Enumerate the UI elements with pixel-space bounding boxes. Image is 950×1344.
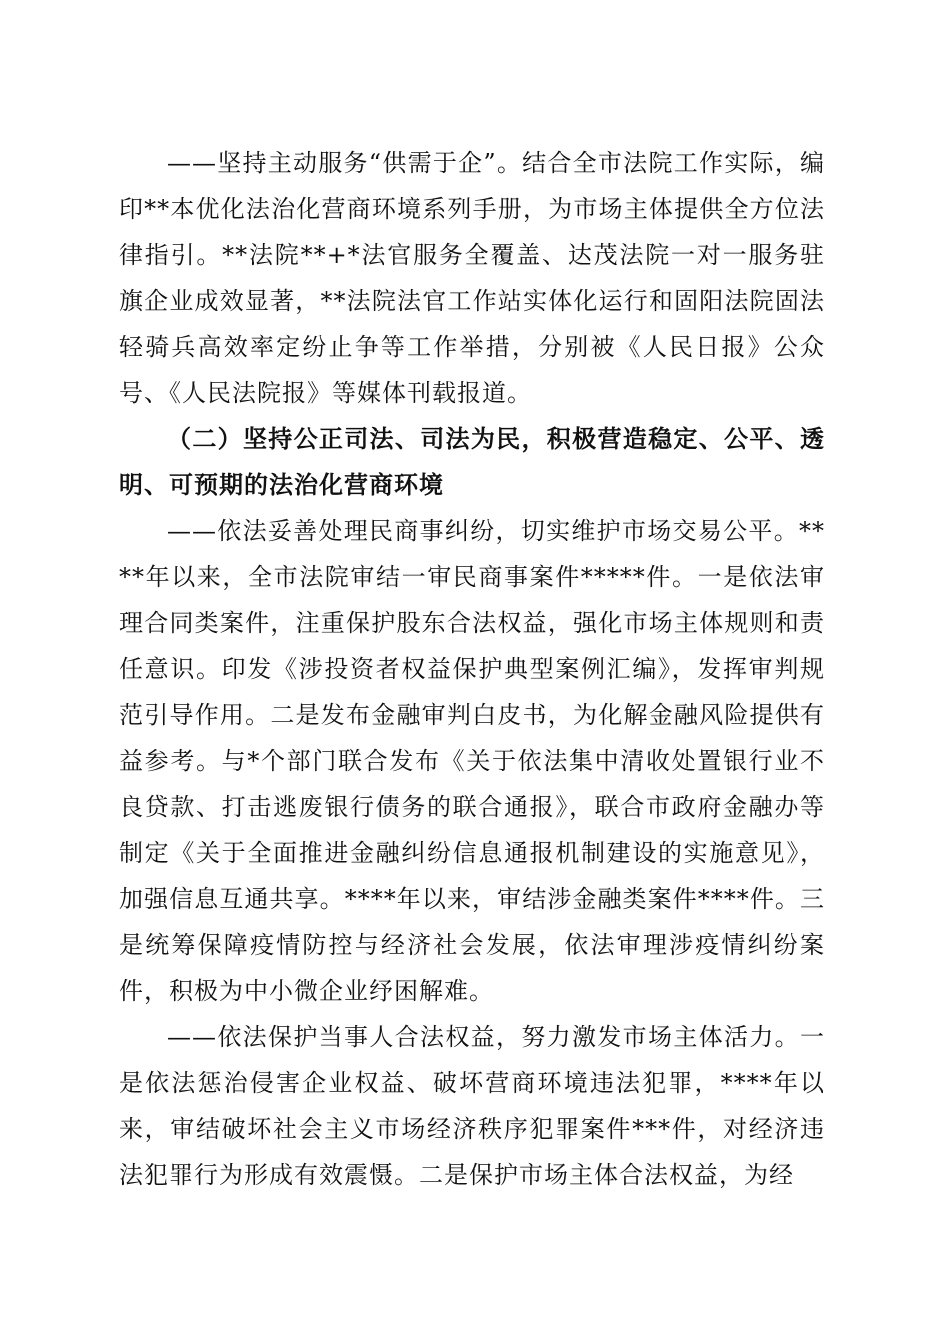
section-heading-2: （二）坚持公正司法、司法为民，积极营造稳定、公平、透明、可预期的法治化营商环境	[119, 424, 825, 499]
paragraph-active-service: ——坚持主动服务“供需于企”。结合全市法院工作实际，编印**本优化法治化营商环境系列手册，为市场主体提供全方位法律指引。**法院**+*法官服务全覆盖、达茂法院一对一服务驻旗企业成效显著，**法院法官工作站实体化运行和固阳法院固法轻骑兵高效率定纷止争等工作举措，分别被《人民日报》公众号、《人民法院报》等媒体刊载报道。	[119, 149, 825, 407]
paragraph-civil-commercial-disputes: ——依法妥善处理民商事纠纷，切实维护市场交易公平。****年以来，全市法院审结一审民商事案件*****件。一是依法审理合同类案件，注重保护股东合法权益，强化市场主体规则和责任意识。印发《涉投资者权益保护典型案例汇编》，发挥审判规范引导作用。二是发布金融审判白皮书，为化解金融风险提供有益参考。与*个部门联合发布《关于依法集中清收处置银行业不良贷款、打击逃废银行债务的联合通报》，联合市政府金融办等制定《关于全面推进金融纠纷信息通报机制建设的实施意见》，加强信息互通共享。****年以来，审结涉金融类案件****件。三是统筹保障疫情防控与经济社会发展，依法审理涉疫情纠纷案件，积极为中小微企业纾困解难。	[119, 517, 825, 1005]
paragraph-protect-rights: ——依法保护当事人合法权益，努力激发市场主体活力。一是依法惩治侵害企业权益、破坏营商环境违法犯罪，****年以来，审结破坏社会主义市场经济秩序犯罪案件***件，对经济违法犯罪行为形成有效震慑。二是保护市场主体合法权益，为经	[119, 1023, 825, 1189]
document-body	[119, 140, 825, 1198]
